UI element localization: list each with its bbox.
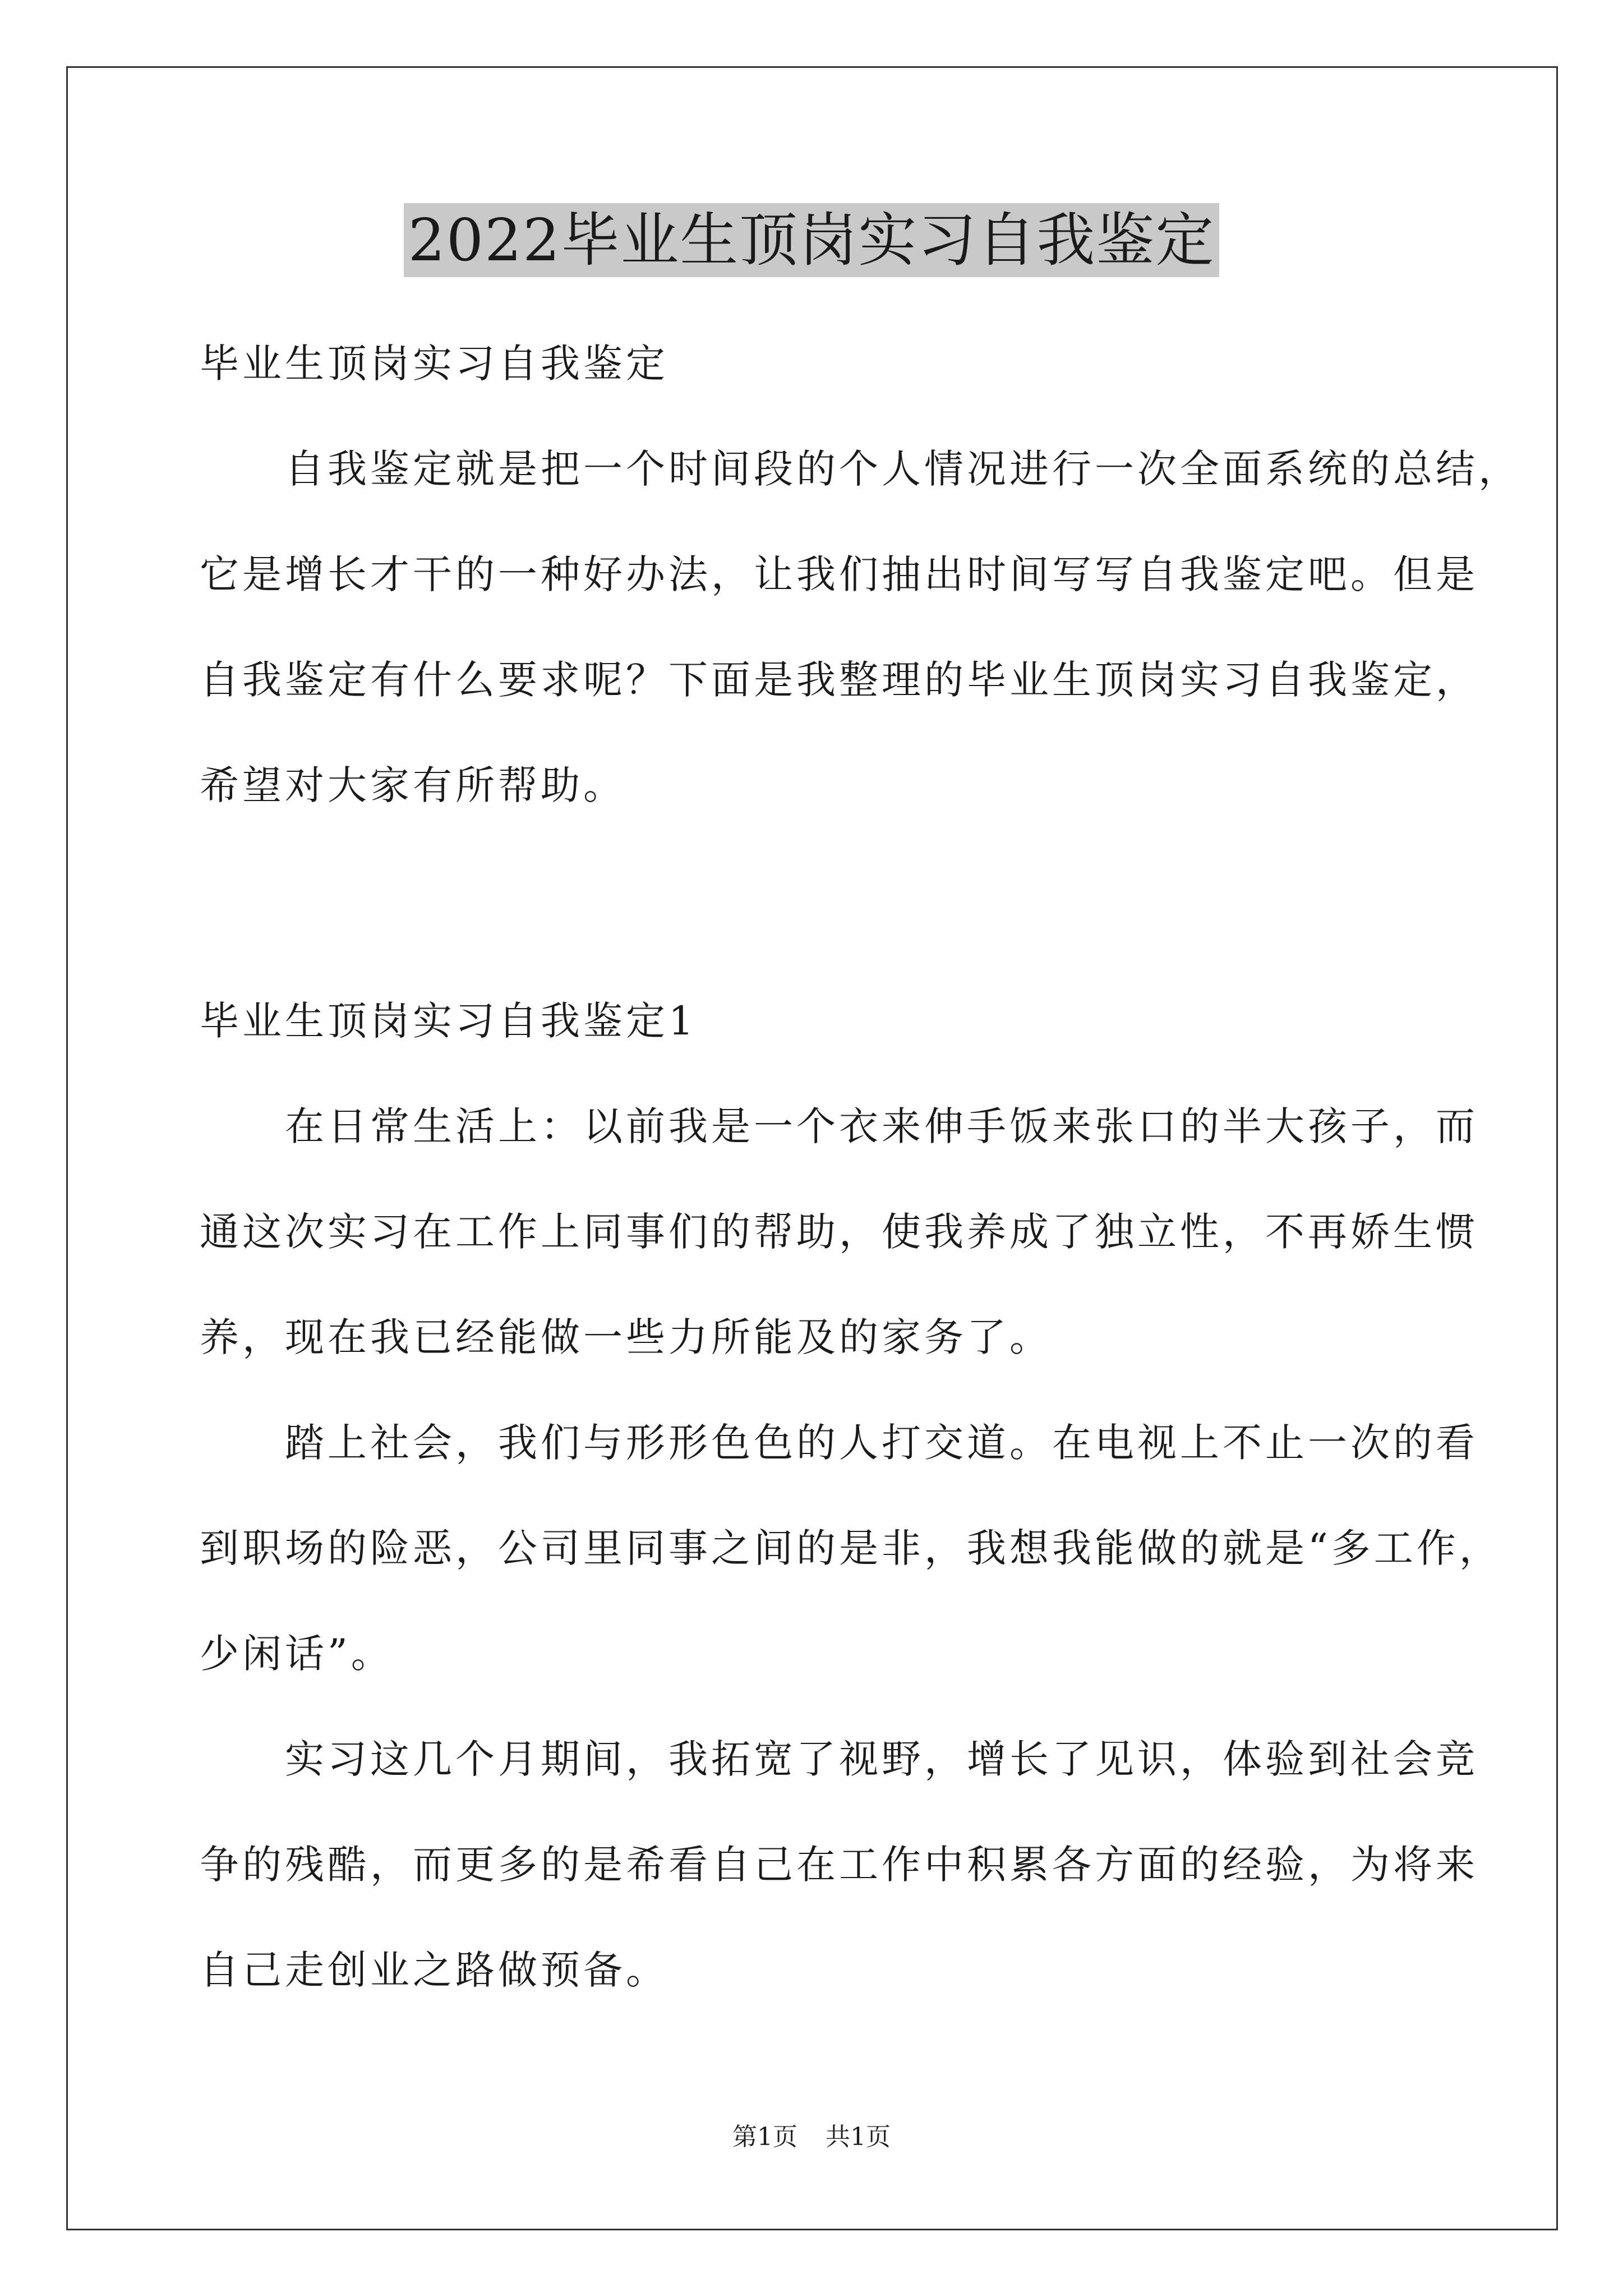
page-footer — [0, 2120, 1623, 2154]
body-line: 到职场的险恶，公司里同事之间的是非，我想我能做的就是“多工作， — [200, 1525, 1502, 1571]
body-line: 毕业生顶岗实习自我鉴定 — [200, 341, 668, 386]
title-container — [0, 203, 1623, 277]
body-line: 自己走创业之路做预备。 — [200, 1947, 668, 1993]
document-title: 2022毕业生顶岗实习自我鉴定 — [404, 203, 1220, 277]
page-number-total: 共1页 — [826, 2123, 891, 2151]
body-line: 少闲话”。 — [200, 1631, 394, 1677]
body-line: 养，现在我已经能做一些力所能及的家务了。 — [200, 1314, 1052, 1360]
page-number-current: 第1页 — [732, 2123, 797, 2151]
body-line: 争的残酷，而更多的是希看自己在工作中积累各方面的经验，为将来 — [200, 1842, 1478, 1888]
body-line: 在日常生活上：以前我是一个衣来伸手饭来张口的半大孩子，而 — [200, 1103, 1478, 1149]
body-line: 它是增长才干的一种好办法，让我们抽出时间写写自我鉴定吧。但是 — [200, 551, 1478, 597]
body-line: 希望对大家有所帮助。 — [200, 762, 626, 808]
body-line: 自我鉴定就是把一个时间段的个人情况进行一次全面系统的总结， — [200, 446, 1521, 492]
body-line: 通这次实习在工作上同事们的帮助，使我养成了独立性，不再娇生惯 — [200, 1209, 1478, 1255]
body-line: 实习这几个月期间，我拓宽了视野，增长了见识，体验到社会竞 — [200, 1736, 1478, 1782]
body-line: 自我鉴定有什么要求呢？下面是我整理的毕业生顶岗实习自我鉴定， — [200, 657, 1478, 703]
section-heading: 毕业生顶岗实习自我鉴定1 — [200, 998, 697, 1044]
body-line: 踏上社会，我们与形形色色的人打交道。在电视上不止一次的看 — [200, 1420, 1478, 1466]
